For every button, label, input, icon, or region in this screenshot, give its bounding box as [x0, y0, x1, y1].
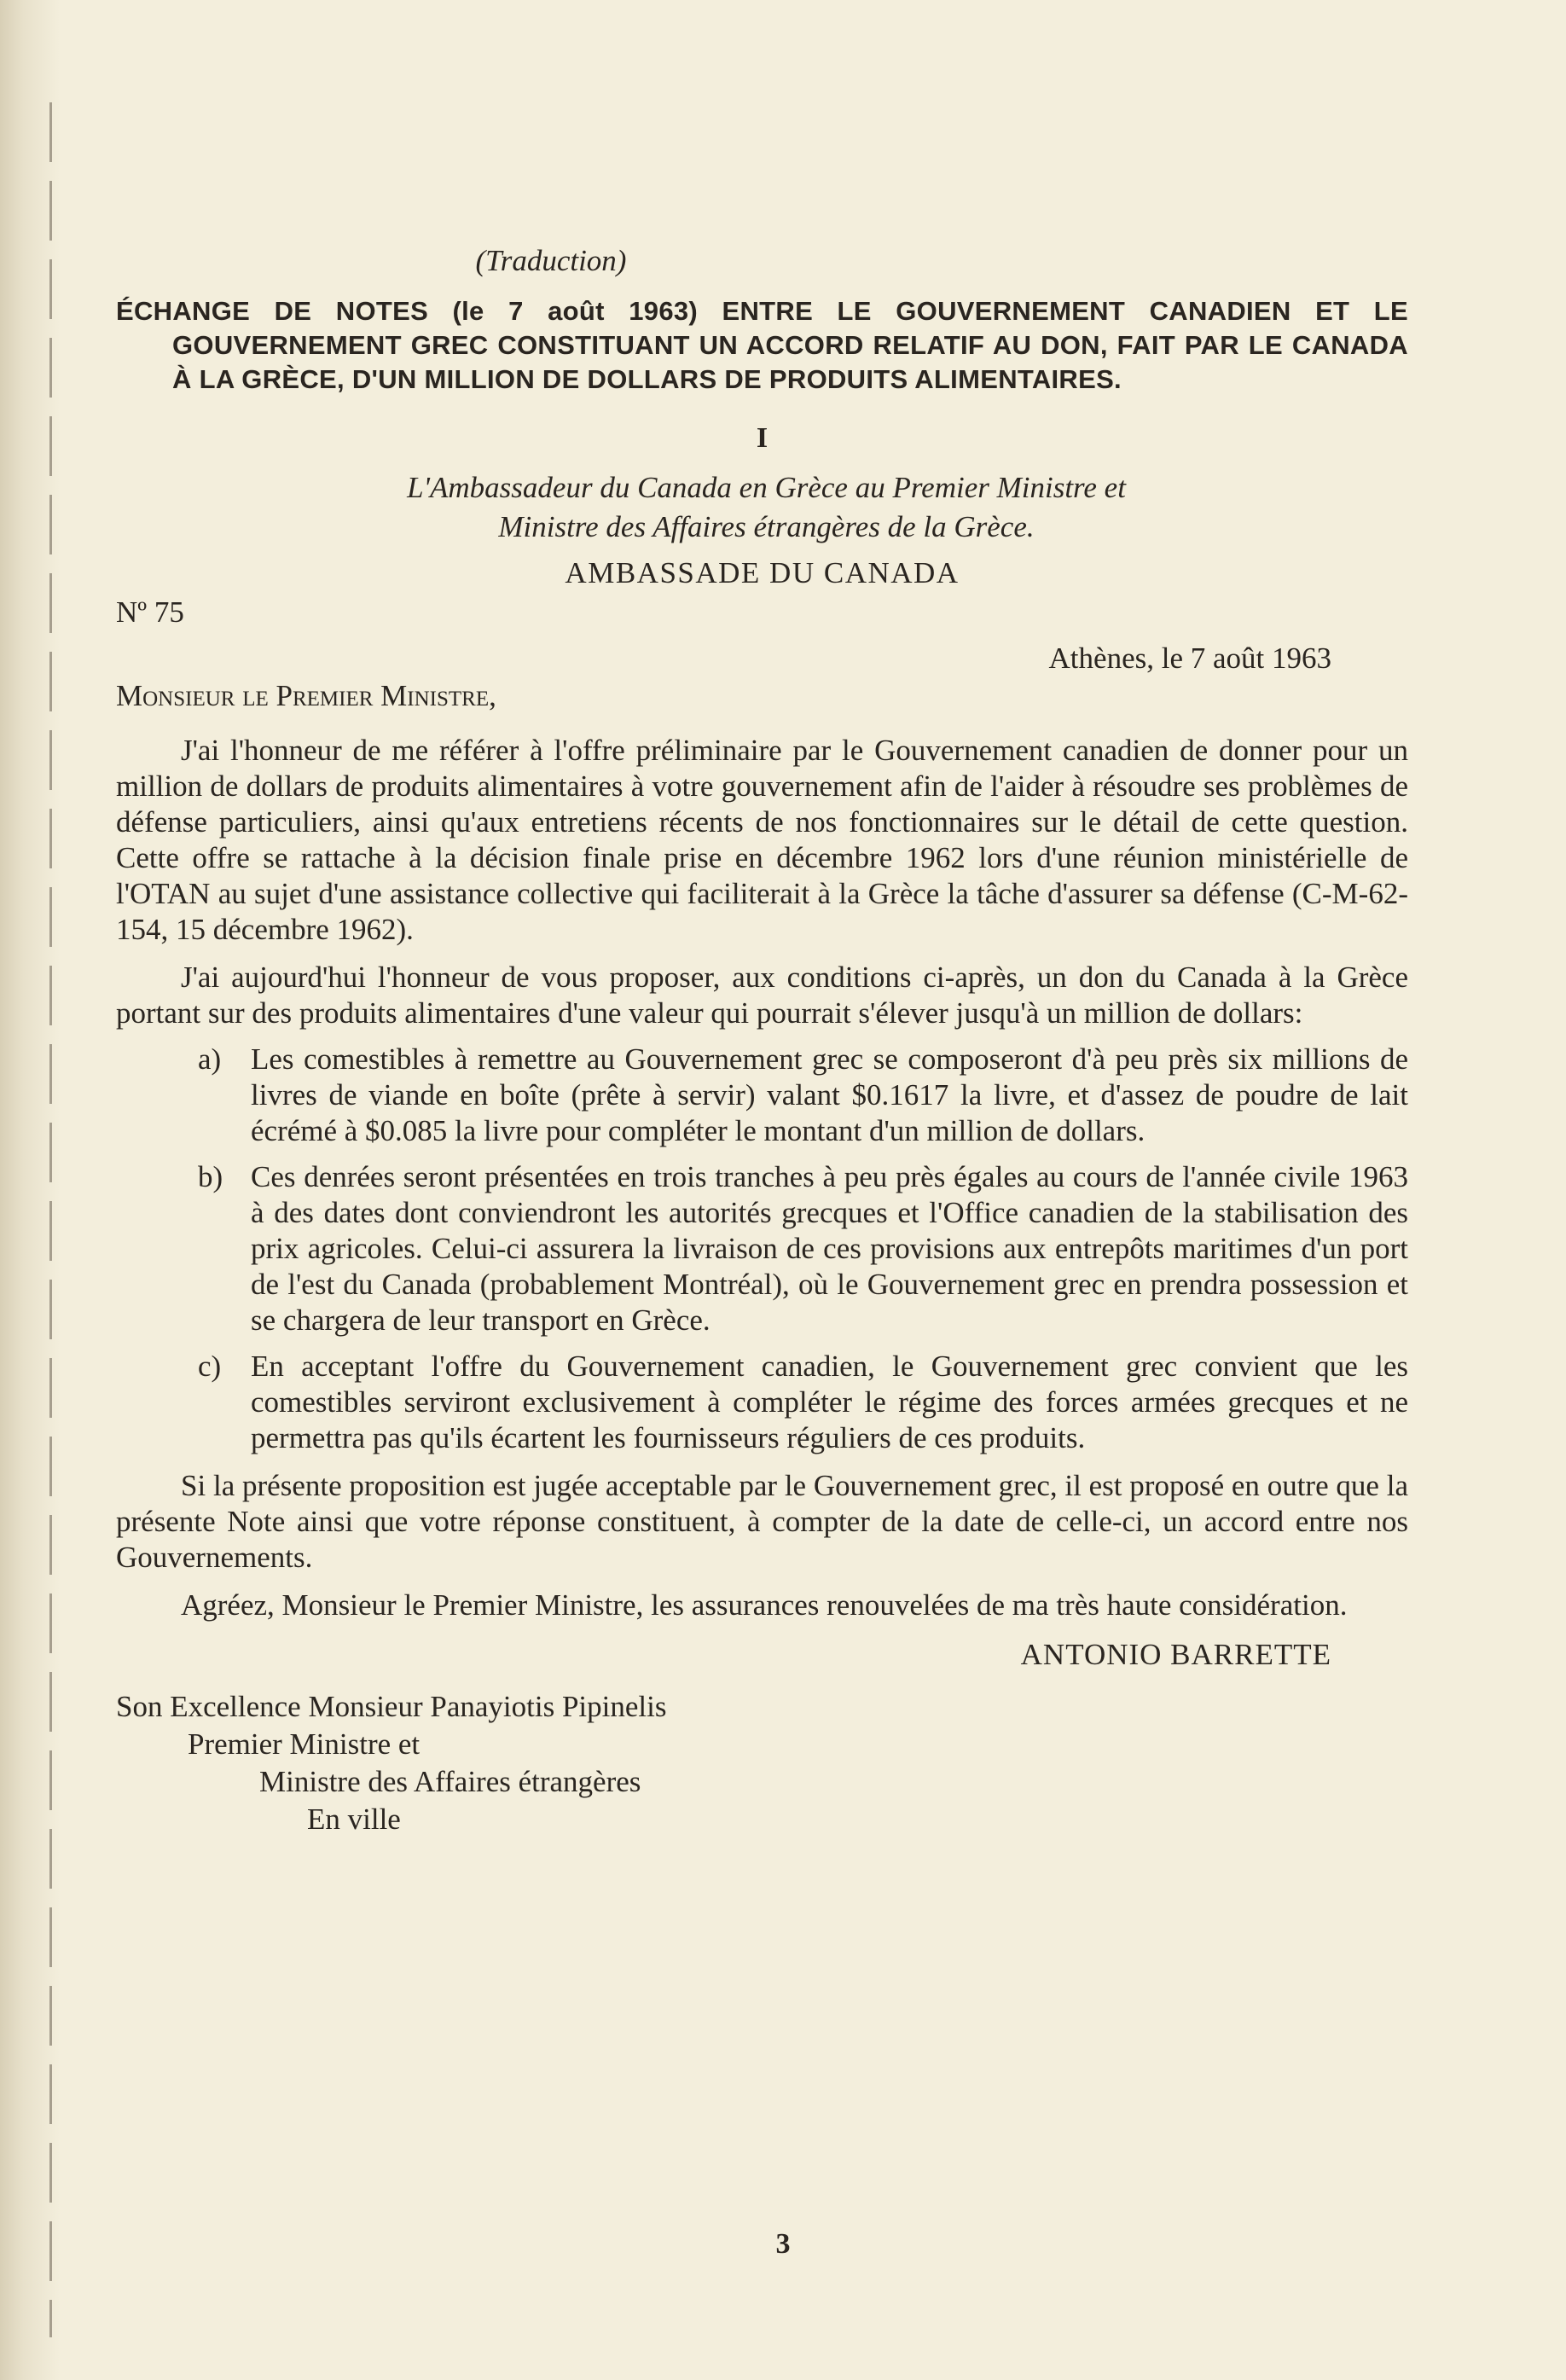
recipient-line-1: Son Excellence Monsieur Panayiotis Pipinelis [116, 1690, 667, 1723]
binding-stitching [49, 102, 52, 2337]
addressee-line-2: Ministre des Affaires étrangères de la Grèce. [498, 510, 1035, 543]
page-number: 3 [775, 2228, 791, 2260]
list-item-text: Les comestibles à remettre au Gouvernement grec se composeront d'à peu près six millions de livres de viande en boîte (prête à servir) valant $0.1617 la livre, et d'assez de poudre de lait écrémé à $0.085 la livre pour compléter le montant d'un million de dollars. [251, 1042, 1408, 1147]
salutation: Monsieur le Premier Ministre, [116, 679, 496, 712]
paragraph-1: J'ai l'honneur de me référer à l'offre préliminaire par le Gouvernement canadien de donner pour un million de dollars de produits alimentaires à votre gouvernement afin de l'aider à résoudre ses problèmes de défense particuliers, ainsi qu'aux entretiens récents de nos fonctionnaires sur le détail de cette question. Cette offre se rattache à la décision finale prise en décembre 1962 lors d'une réunion ministérielle de l'OTAN au sujet d'une assistance collective qui faciliterait à la Grèce la tâche d'assurer sa défense (C-M-62-154, 15 décembre 1962). [116, 734, 1408, 946]
translation-note: (Traduction) [475, 244, 627, 277]
list-item-label: a) [198, 1042, 222, 1076]
list-item-text: Ces denrées seront présentées en trois tranches à peu près égales au cours de l'année civile 1963 à des dates dont conviendront les autorités grecques et l'Office canadien de la stabilisation des prix agricoles. Celui-ci assurera la livraison de ces provisions aux entrepôts maritimes d'un port de l'est du Canada (probablement Montréal), où le Gouvernement grec en prendra possession et se chargera de leur transport en Grèce. [251, 1160, 1408, 1337]
list-item-text: En acceptant l'offre du Gouvernement canadien, le Gouvernement grec convient que les comestibles serviront exclusivement à compléter le régime des forces armées grecques et ne permettra pas qu'ils écartent les fournisseurs réguliers de ces produits. [251, 1350, 1408, 1454]
letter-date: Athènes, le 7 août 1963 [1048, 641, 1331, 675]
document-title: ÉCHANGE DE NOTES (le 7 août 1963) ENTRE LE GOUVERNEMENT CANADIEN ET LE GOUVERNEMENT GREC CONSTITUANT UN ACCORD RELATIF AU DON, FAIT PAR LE CANADA À LA GRÈCE, D'UN MILLION DE DOLLARS DE PRODUITS ALIMENTAIRES. [116, 296, 1408, 394]
list-item-label: b) [198, 1160, 223, 1193]
document-page [116, 243, 1408, 1838]
list-item-a [198, 1042, 1408, 1149]
note-reference: Nº 75 [116, 595, 184, 629]
list-item-b [198, 1159, 1408, 1338]
signature: ANTONIO BARRETTE [1020, 1638, 1331, 1671]
list-item-label: c) [198, 1350, 222, 1383]
paragraph-3: Si la présente proposition est jugée acceptable par le Gouvernement grec, il est proposé en outre que la présente Note ainsi que votre réponse constituent, à compter de la date de celle-ci, un accord entre nos Gouvernements. [116, 1469, 1408, 1574]
addressee-heading [116, 468, 1408, 547]
recipient-line-2: Premier Ministre et [188, 1727, 420, 1761]
list-item-c [198, 1349, 1408, 1456]
paragraph-2: J'ai aujourd'hui l'honneur de vous proposer, aux conditions ci-après, un don du Canada à la Grèce portant sur des produits alimentaires d'une valeur qui pourrait s'élever jusqu'à un million de dollars: [116, 961, 1408, 1030]
paragraph-4: Agréez, Monsieur le Premier Ministre, les assurances renouvelées de ma très haute considération. [181, 1588, 1348, 1622]
addressee-line-1: L'Ambassadeur du Canada en Grèce au Premier Ministre et [407, 471, 1126, 504]
section-number: I [756, 422, 768, 454]
recipient-line-3: Ministre des Affaires étrangères [259, 1765, 641, 1798]
embassy-heading: AMBASSADE DU CANADA [565, 556, 960, 589]
recipient-block [116, 1688, 1408, 1838]
recipient-line-4: En ville [307, 1802, 401, 1836]
